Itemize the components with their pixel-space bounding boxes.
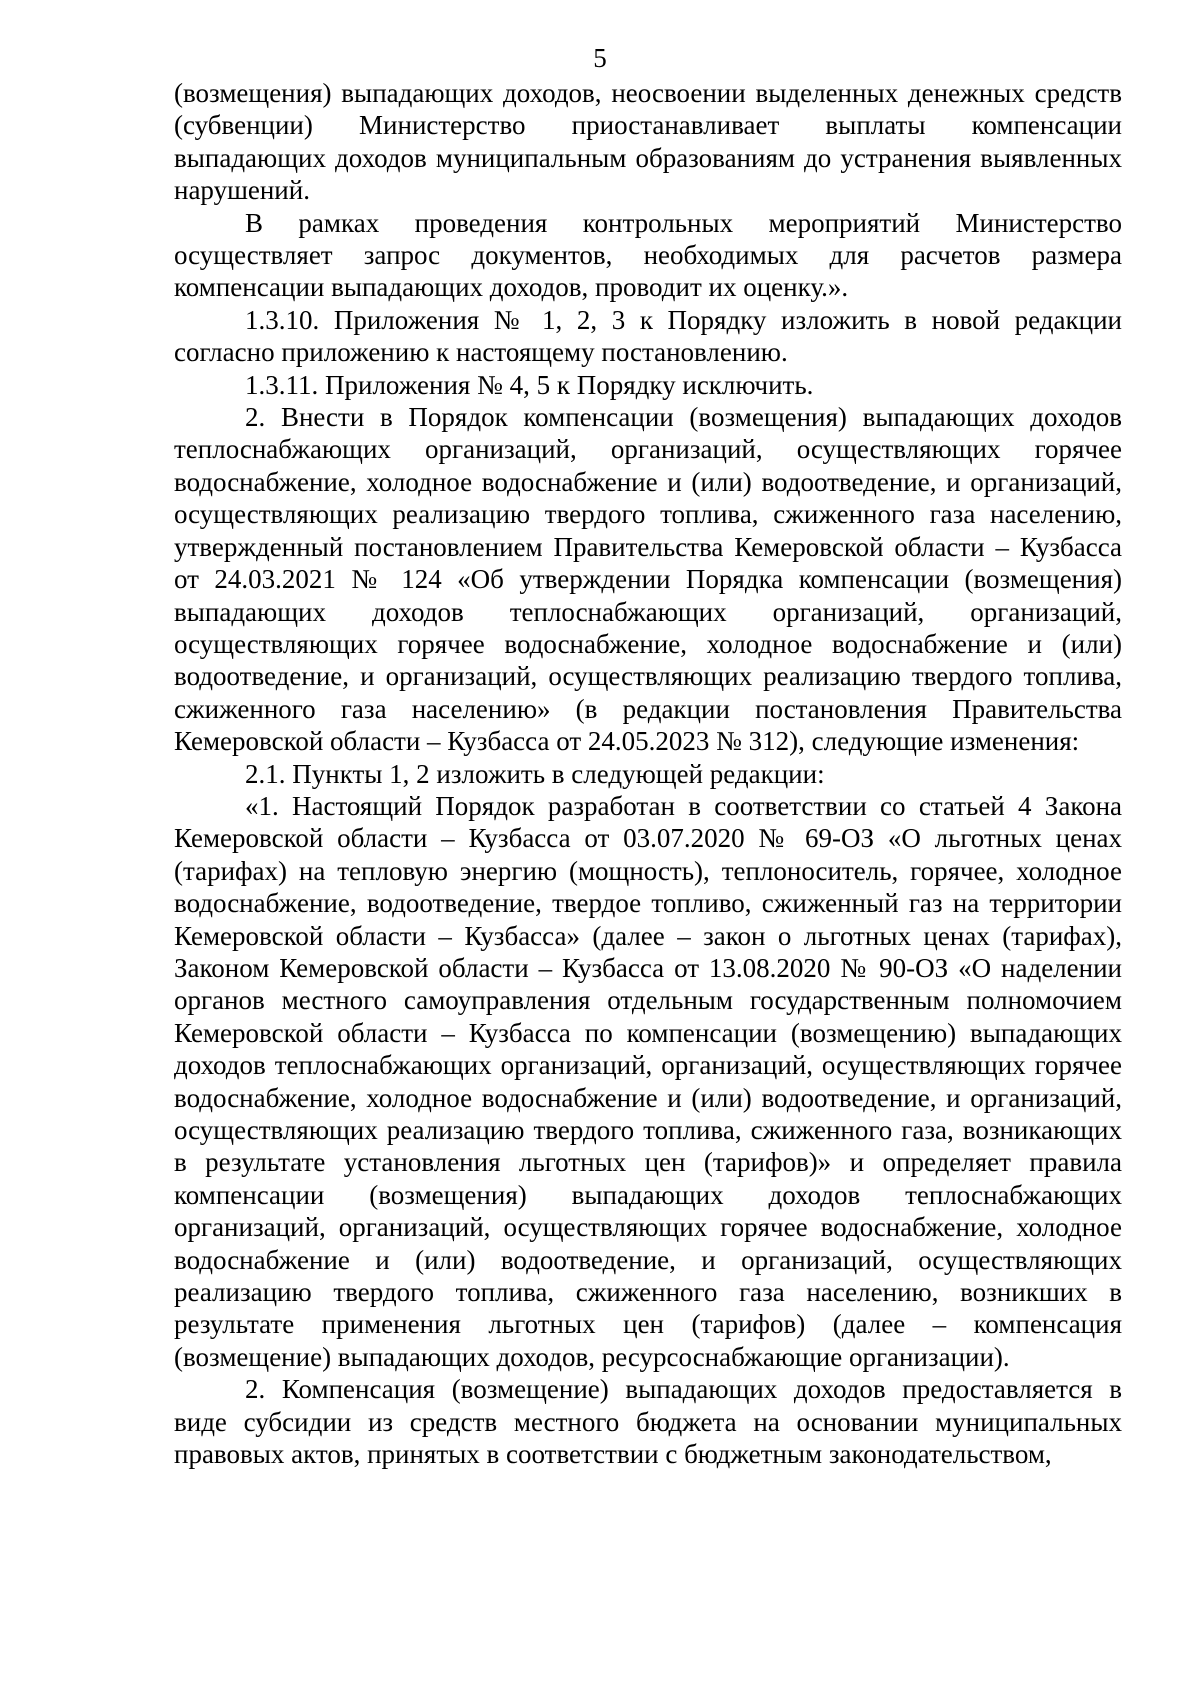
document-body — [174, 77, 1122, 1470]
page-number: 5 — [593, 43, 607, 73]
paragraph-2-1: 2.1. Пункты 1, 2 изложить в следующей редакции: — [245, 758, 825, 789]
paragraph-order-point-1: «1. Настоящий Порядок разработан в соответствии со статьей 4 Закона Кемеровской области – Кузбасса от 03.07.2020 № 69-ОЗ «О льготных ценах (тарифах) на тепловую энергию (мощность), теплоноситель, горячее, холодное водоснабжение, водоотведение, твердое топливо, сжиженный газ на территории Кемеровской области – Кузбасса» (далее – закон о льготных ценах (тарифах), Законом Кемеровской области – Кузбасса от 13.08.2020 № 90-ОЗ «О наделении органов местного самоуправления отдельным государственным полномочием Кемеровской области – Кузбасса по компенсации (возмещению) выпадающих доходов теплоснабжающих организаций, организаций, осуществляющих горячее водоснабжение, холодное водоснабжение и (или) водоотведение, и организаций, осуществляющих реализацию твердого топлива, сжиженного газа, возникающих в результате установления льготных цен (тарифов)» и определяет правила компенсации (возмещения) выпадающих доходов теплоснабжающих организаций, организаций, осуществляющих горячее водоснабжение, холодное водоснабжение и (или) водоотведение, и организаций, осуществляющих реализацию твердого топлива, сжиженного газа населению, возникших в результате применения льготных цен (тарифов) (далее – компенсация (возмещение) выпадающих доходов, ресурсоснабжающие организации). — [174, 790, 1122, 1372]
paragraph-2: 2. Внести в Порядок компенсации (возмещения) выпадающих доходов теплоснабжающих организаций, организаций, осуществляющих горячее водоснабжение, холодное водоснабжение и (или) водоотведение, и организаций, осуществляющих реализацию твердого топлива, сжиженного газа населению, утвержденный постановлением Правительства Кемеровской области – Кузбасса от 24.03.2021 № 124 «Об утверждении Порядка компенсации (возмещения) выпадающих доходов теплоснабжающих организаций, организаций, осуществляющих горячее водоснабжение, холодное водоснабжение и (или) водоотведение, и организаций, осуществляющих реализацию твердого топлива, сжиженного газа населению» (в редакции постановления Правительства Кемеровской области – Кузбасса от 24.05.2023 № 312), следующие изменения: — [174, 402, 1122, 757]
paragraph-continuation: (возмещения) выпадающих доходов, неосвоении выделенных денежных средств (субвенции) Министерство приостанавливает выплаты компенсации выпадающих доходов муниципальным образованиям до устранения выявленных нарушений. — [174, 78, 1122, 206]
paragraph-control-measures: В рамках проведения контрольных мероприятий Министерство осуществляет запрос документов, необходимых для расчетов размера компенсации выпадающих доходов, проводит их оценку.». — [174, 207, 1122, 303]
paragraph-1-3-10: 1.3.10. Приложения № 1, 2, 3 к Порядку изложить в новой редакции согласно приложению к настоящему постановлению. — [174, 304, 1122, 368]
paragraph-order-point-2: 2. Компенсация (возмещение) выпадающих доходов предоставляется в виде субсидии из средств местного бюджета на основании муниципальных правовых актов, принятых в соответствии с бюджетным законодательством, — [174, 1374, 1122, 1470]
paragraph-1-3-11: 1.3.11. Приложения № 4, 5 к Порядку исключить. — [245, 369, 814, 400]
